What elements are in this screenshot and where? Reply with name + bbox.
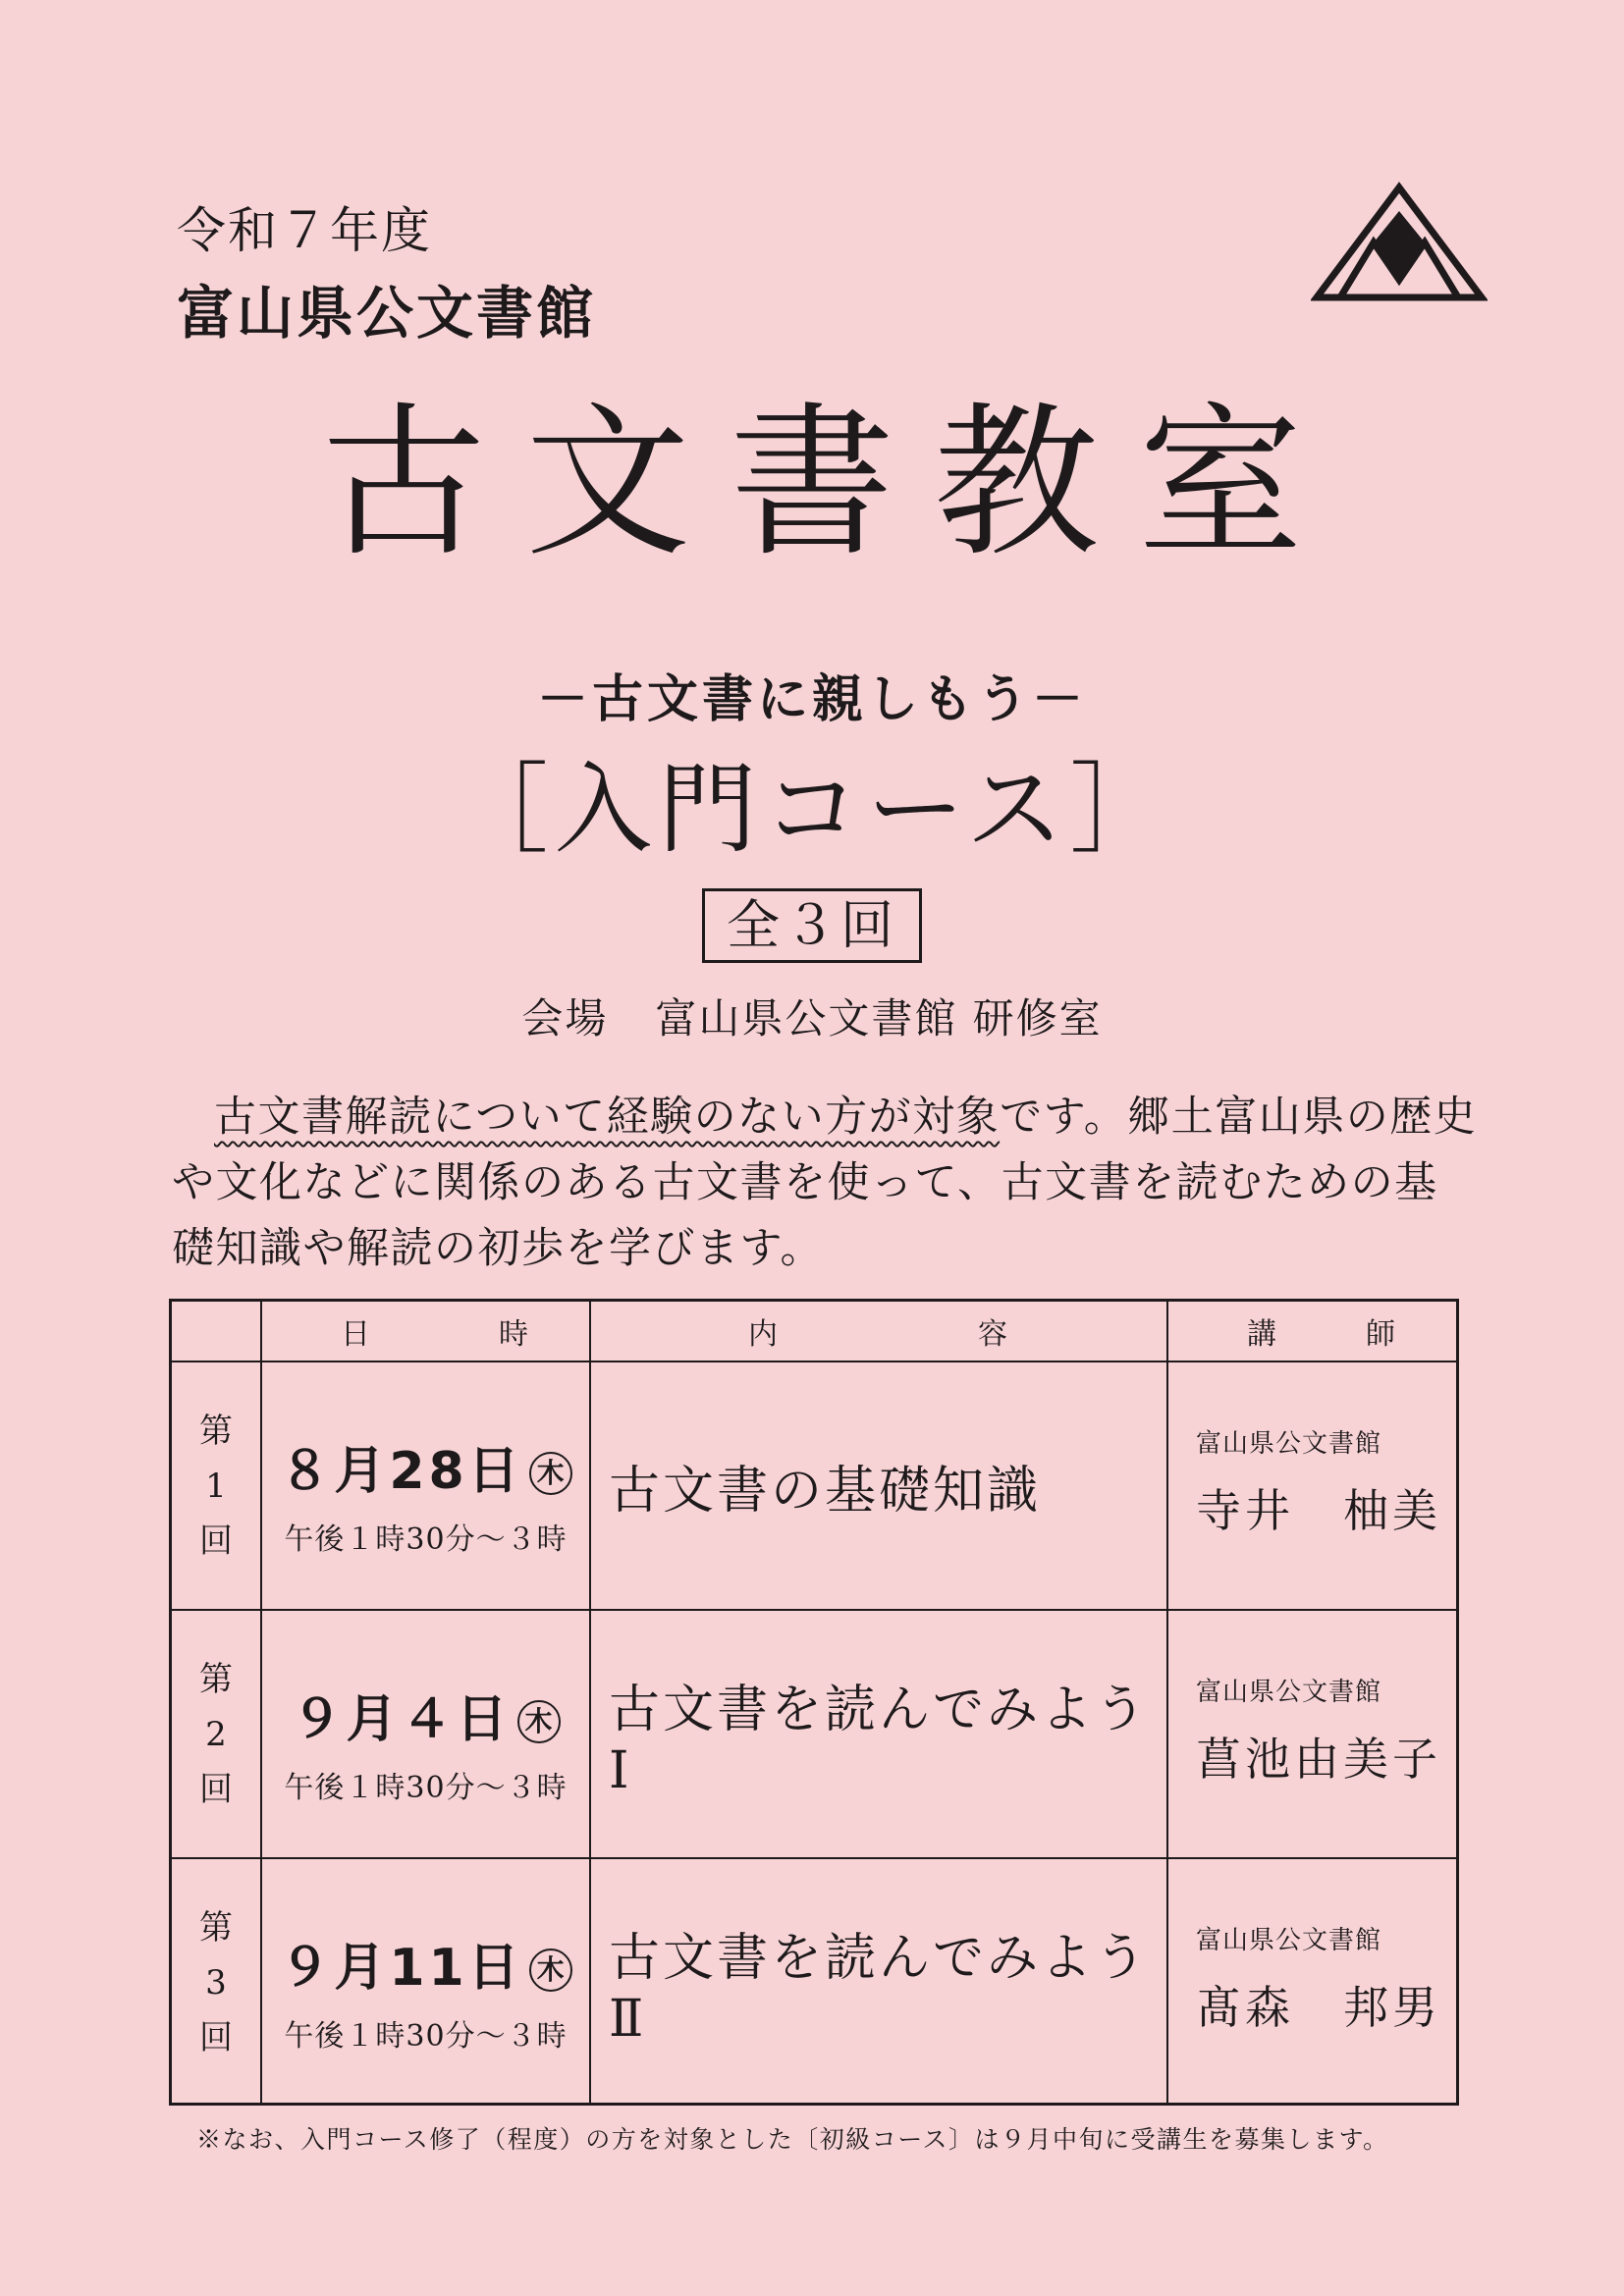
- table-header-row: [172, 1302, 1456, 1362]
- venue-label: 会場: [521, 994, 609, 1042]
- weekday-badge: 木: [529, 1949, 572, 1992]
- session-number: [172, 1362, 262, 1609]
- header-lecturer-a: 講: [1247, 1317, 1278, 1352]
- session-lecturer: [1168, 1611, 1456, 1857]
- table-row: [172, 1859, 1456, 2106]
- session-date-text: ８月28日: [279, 1442, 523, 1501]
- lecturer-name: 髙森 邦男: [1196, 1981, 1441, 2034]
- session-number-value: 2: [205, 1714, 227, 1754]
- footnote: ※なお、入門コース修了（程度）の方を対象とした〔初級コース〕は９月中旬に受講生を募集します。: [196, 2125, 1389, 2154]
- session-number-suffix: 回: [199, 2017, 233, 2057]
- header-content-b: 容: [978, 1317, 1009, 1352]
- session-date-text: ９月４日: [291, 1690, 512, 1749]
- session-number-suffix: 回: [199, 1769, 233, 1809]
- intro-paragraph: [172, 1085, 1478, 1282]
- session-content: 古文書の基礎知識: [591, 1362, 1168, 1609]
- header-cell-number: [172, 1302, 262, 1361]
- session-content: 古文書を読んでみようⅡ: [591, 1859, 1168, 2106]
- weekday-badge: 木: [517, 1700, 561, 1743]
- course-name: ［入門コース］: [450, 752, 1174, 867]
- session-content: 古文書を読んでみようⅠ: [591, 1611, 1168, 1857]
- weekday-badge: 木: [529, 1452, 572, 1495]
- sessions-box-wrapper: [0, 888, 1624, 963]
- session-number-prefix: 第: [199, 1907, 233, 1948]
- header-lecturer-b: 師: [1366, 1317, 1397, 1352]
- header-cell-datetime: [262, 1302, 591, 1361]
- session-number-value: 3: [205, 1962, 227, 2002]
- table-row: [172, 1611, 1456, 1859]
- header-cell-lecturer: [1168, 1302, 1456, 1361]
- lecturer-org: 富山県公文書館: [1196, 1678, 1382, 1707]
- session-lecturer: [1168, 1362, 1456, 1609]
- session-datetime: [262, 1362, 591, 1609]
- sessions-count-box: 全３回: [702, 888, 922, 963]
- session-date-text: ９月11日: [279, 1939, 523, 1998]
- fiscal-year: 令和７年度: [177, 202, 432, 259]
- session-datetime: [262, 1859, 591, 2106]
- venue-line: [0, 987, 1624, 1045]
- lecturer-org: 富山県公文書館: [1196, 1429, 1382, 1459]
- organization-name: 富山県公文書館: [177, 280, 597, 347]
- session-date: [262, 1678, 589, 1751]
- header-content-a: 内: [748, 1317, 780, 1352]
- page-title: 古文書教室: [321, 387, 1342, 579]
- subtitle: －古文書に親しもう－: [536, 669, 1087, 729]
- session-lecturer: [1168, 1859, 1456, 2106]
- header-cell-content: [591, 1302, 1168, 1361]
- mountain-triangle-logo-icon: [1311, 182, 1488, 304]
- schedule-table: [169, 1299, 1459, 2106]
- header-datetime-a: 日: [341, 1317, 372, 1352]
- session-number: [172, 1611, 262, 1857]
- session-number-prefix: 第: [199, 1659, 233, 1699]
- header-datetime-b: 時: [499, 1317, 530, 1352]
- session-date: [262, 1926, 589, 2000]
- session-number: [172, 1859, 262, 2106]
- session-number-suffix: 回: [199, 1521, 233, 1561]
- session-date: [262, 1429, 589, 1503]
- intro-underlined-text: 古文書解読について経験のない方が対象: [214, 1093, 1001, 1142]
- lecturer-name: 寺井 柚美: [1196, 1484, 1441, 1537]
- session-number-value: 1: [205, 1466, 227, 1506]
- lecturer-name: 菖池由美子: [1196, 1733, 1441, 1786]
- lecturer-org: 富山県公文書館: [1196, 1926, 1382, 1955]
- session-time: 午後１時30分～３時: [284, 1522, 568, 1557]
- session-time: 午後１時30分～３時: [284, 1771, 568, 1805]
- session-number-prefix: 第: [199, 1411, 233, 1451]
- table-row: [172, 1362, 1456, 1611]
- session-datetime: [262, 1611, 591, 1857]
- session-time: 午後１時30分～３時: [284, 2019, 568, 2054]
- venue-place: 富山県公文書館 研修室: [655, 994, 1103, 1042]
- intro-text: です。郷土富山県の歴史や文化などに関係のある古文書を使って、古文書を読むための基礎知識や解読の初歩を学びます。: [172, 1093, 1478, 1273]
